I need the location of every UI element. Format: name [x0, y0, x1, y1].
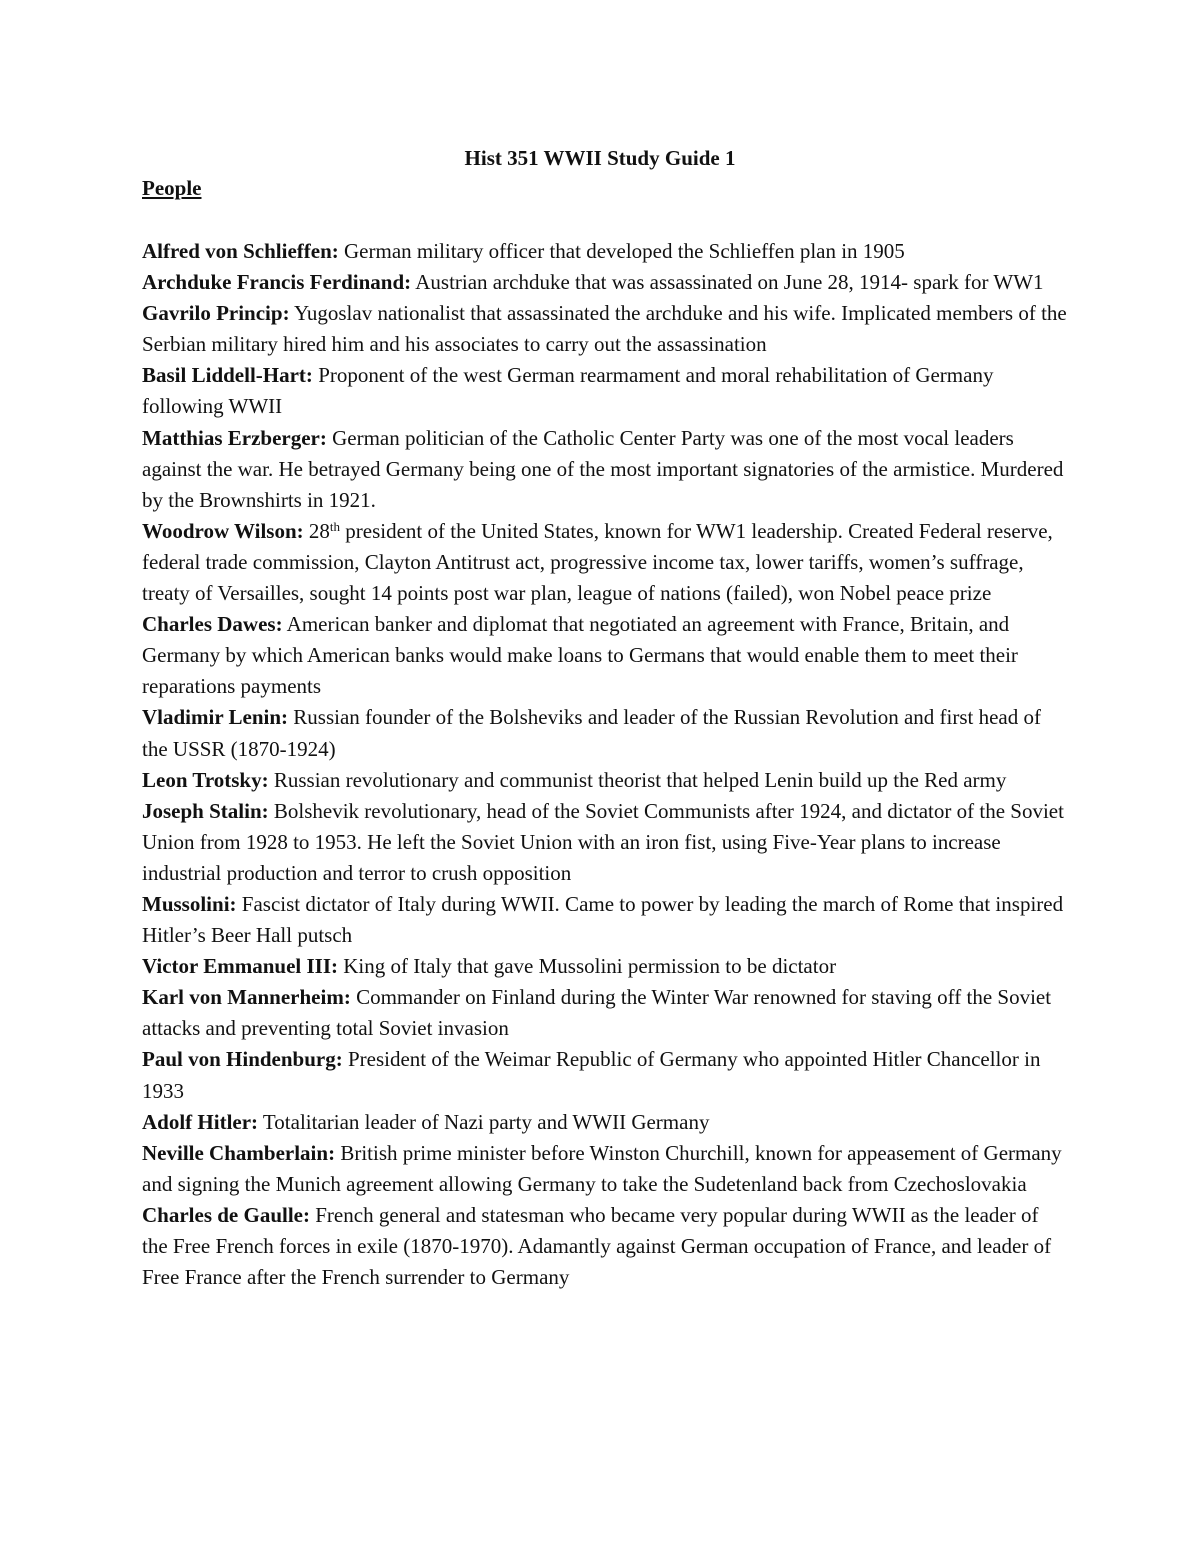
entry-ordinal: 28: [303, 518, 330, 543]
people-entry: [142, 796, 1068, 889]
entry-description: King of Italy that gave Mussolini permission to be dictator: [338, 954, 837, 979]
people-entry: [142, 1138, 1068, 1200]
people-entry: [142, 1200, 1068, 1293]
entry-description: President of the Weimar Republic of Germany who appointed Hitler Chancellor in 1933: [142, 1047, 1041, 1103]
people-entry: [142, 951, 1068, 982]
entry-description: president of the United States, known for WW1 leadership. Created Federal reserve, federal trade commission, Clayton Antitrust act, progressive income tax, lower tariffs, women’s suffrage, treaty of Versailles, sought 14 points post war plan, league of nations (failed), won Nobel peace prize: [142, 518, 1053, 606]
entry-description: Totalitarian leader of Nazi party and WWII Germany: [258, 1109, 710, 1134]
entry-description: German military officer that developed the Schlieffen plan in 1905: [338, 239, 905, 263]
entry-description: Proponent of the west German rearmament and moral rehabilitation of Germany following WWII: [142, 363, 994, 419]
entry-term: Neville Chamberlain:: [142, 1140, 336, 1165]
people-entry: [142, 423, 1068, 516]
section-heading-people: People: [142, 176, 202, 200]
people-entry: [142, 236, 1068, 267]
entry-description: German politician of the Catholic Center Party was one of the most vocal leaders against the war. He betrayed Germany being one of the most important signatories of the armistice. Murdered by the Brownshirts in 1921.: [142, 425, 1064, 512]
entry-term: Woodrow Wilson:: [142, 518, 304, 543]
entry-term: Paul von Hindenburg:: [142, 1047, 343, 1072]
people-entry: [142, 982, 1068, 1044]
entry-description: Austrian archduke that was assassinated on June 28, 1914- spark for WW1: [411, 270, 1044, 295]
entry-ordinal-suffix: th: [329, 518, 341, 534]
entry-description: Yugoslav nationalist that assassinated the archduke and his wife. Implicated members of the Serbian military hired him and his associates to carry out the assassination: [142, 301, 1067, 357]
entry-description: Bolshevik revolutionary, head of the Soviet Communists after 1924, and dictator of the Soviet Union from 1928 to 1953. He left the Soviet Union with an iron fist, using Five-Year plans to increase industrial production and terror to crush opposition: [142, 798, 1064, 885]
entry-term: Alfred von Schlieffen:: [142, 239, 339, 263]
entry-description: Russian founder of the Bolsheviks and leader of the Russian Revolution and first head of the USSR (1870-1924): [142, 705, 1041, 761]
entry-term: Matthias Erzberger:: [142, 425, 327, 450]
entry-term: Adolf Hitler:: [142, 1109, 259, 1134]
entry-term: Karl von Mannerheim:: [142, 985, 351, 1010]
entry-term: Vladimir Lenin:: [142, 705, 289, 730]
entry-term: Gavrilo Princip:: [142, 301, 290, 326]
entry-term: Archduke Francis Ferdinand:: [142, 270, 412, 295]
people-entry: [142, 267, 1068, 298]
entry-term: Victor Emmanuel III:: [142, 954, 338, 979]
entry-description: Fascist dictator of Italy during WWII. Came to power by leading the march of Rome that inspired Hitler’s Beer Hall putsch: [142, 891, 1064, 948]
people-entry: [142, 609, 1068, 702]
entry-description: British prime minister before Winston Churchill, known for appeasement of Germany and signing the Munich agreement allowing Germany to take the Sudetenland back from Czechoslovakia: [142, 1140, 1062, 1196]
entry-term: Mussolini:: [142, 891, 237, 916]
entry-term: Leon Trotsky:: [142, 767, 269, 792]
people-entry: [142, 360, 1068, 422]
people-entry: [142, 702, 1068, 764]
people-entry: [142, 298, 1068, 360]
entry-description: Commander on Finland during the Winter War renowned for staving off the Soviet attacks and preventing total Soviet invasion: [142, 985, 1052, 1041]
people-entry: [142, 889, 1068, 951]
document-title: Hist 351 WWII Study Guide 1: [464, 146, 736, 170]
entry-description: American banker and diplomat that negotiated an agreement with France, Britain, and Germany by which American banks would make loans to Germans that would enable them to meet their reparations payments: [142, 612, 1018, 699]
people-entry-list: [142, 236, 1068, 1293]
people-entry: [142, 1044, 1068, 1106]
entry-term: Basil Liddell-Hart:: [142, 363, 313, 388]
entry-term: Joseph Stalin:: [142, 798, 269, 823]
people-entry: [142, 1107, 1068, 1138]
entry-description: Russian revolutionary and communist theorist that helped Lenin build up the Red army: [268, 767, 1007, 792]
people-entry: [142, 765, 1068, 796]
entry-description: French general and statesman who became very popular during WWII as the leader of the Free French forces in exile (1870-1970). Adamantly against German occupation of France, and leader of Free France after the French surrender to Germany: [142, 1202, 1052, 1290]
entry-term: Charles de Gaulle:: [142, 1202, 310, 1227]
entry-term: Charles Dawes:: [142, 612, 283, 637]
people-entry: [142, 516, 1068, 609]
